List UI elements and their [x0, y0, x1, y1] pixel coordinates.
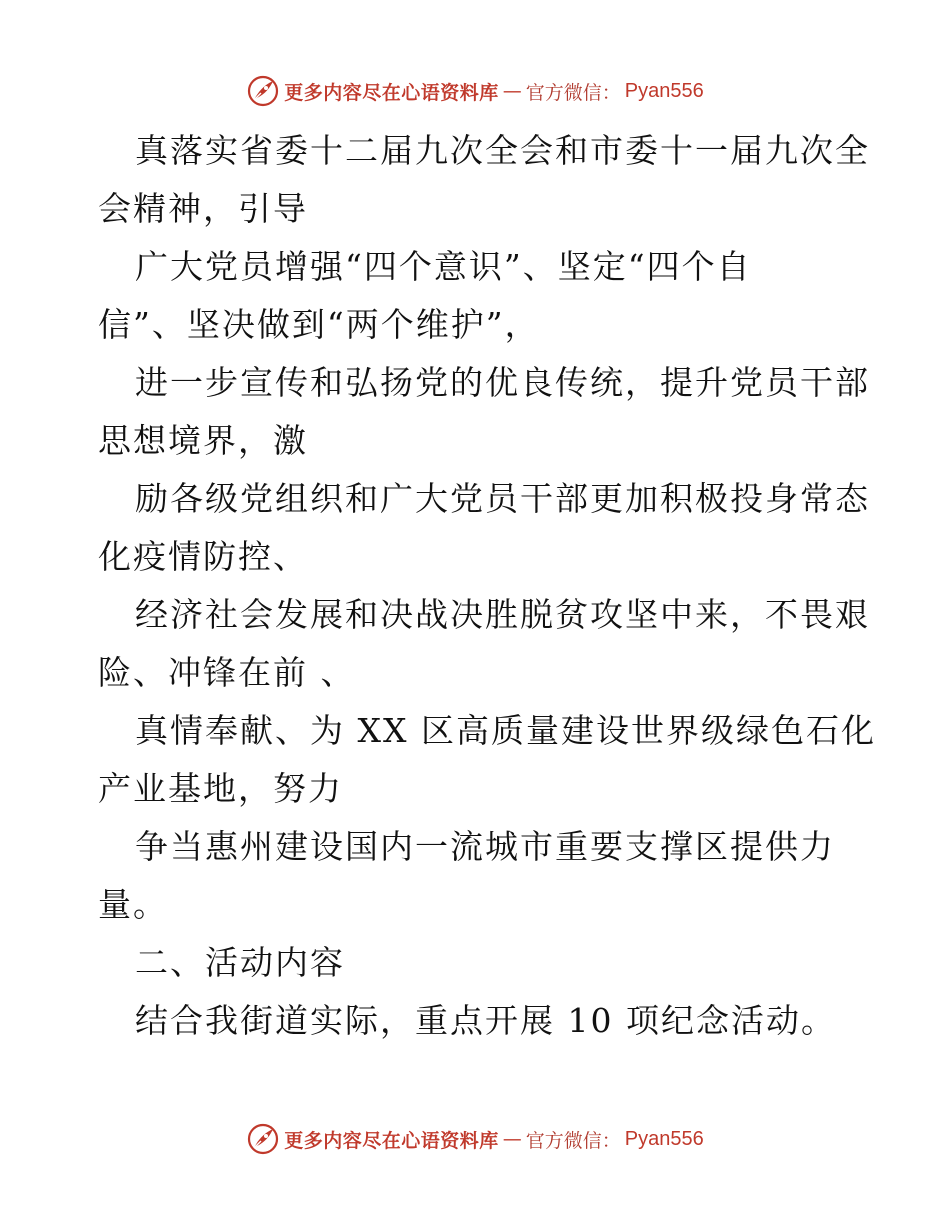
feather-pen-logo-icon	[246, 74, 280, 108]
banner-wechat-id: Pyan556	[624, 1127, 704, 1150]
text-line: 进一步宣传和弘扬党的优良传统，提升党员干部	[135, 363, 870, 402]
banner-text: 更多内容尽在心语资料库	[284, 1129, 499, 1152]
text-line: 险、冲锋在前 、	[98, 653, 356, 692]
text-line: 经济社会发展和决战决胜脱贫攻坚中来，不畏艰	[135, 595, 870, 634]
banner-wechat-label: 官方微信：	[525, 1129, 621, 1152]
feather-pen-logo-icon	[246, 1122, 280, 1156]
text-line: 真情奉献、为 XX 区高质量建设世界级绿色石化	[135, 711, 876, 750]
banner-wechat-label: 官方微信：	[525, 81, 621, 104]
text-line: 量。	[98, 885, 168, 924]
banner-text: 更多内容尽在心语资料库	[284, 81, 499, 104]
text-line: 结合我街道实际，重点开展 10 项纪念活动。	[135, 1001, 836, 1040]
text-line: 励各级党组织和广大党员干部更加积极投身常态	[135, 479, 870, 518]
footer-banner	[0, 1122, 950, 1156]
text-line: 化疫情防控、	[98, 537, 308, 576]
text-line: 思想境界，激	[98, 421, 308, 460]
banner-separator: —	[502, 80, 522, 102]
banner-separator: —	[502, 1128, 522, 1150]
text-line: 真落实省委十二届九次全会和市委十一届九次全	[135, 131, 870, 170]
banner-wechat-id: Pyan556	[624, 79, 704, 102]
header-banner	[0, 74, 950, 108]
text-line: 会精神，引导	[98, 189, 308, 228]
text-line: 信”、坚决做到“两个维护”，	[98, 305, 540, 344]
text-line: 广大党员增强“四个意识”、坚定“四个自	[135, 247, 752, 286]
document-body	[98, 122, 876, 1050]
section-heading: 二、活动内容	[135, 943, 345, 982]
text-line: 争当惠州建设国内一流城市重要支撑区提供力	[135, 827, 835, 866]
text-line: 产业基地，努力	[98, 769, 343, 808]
